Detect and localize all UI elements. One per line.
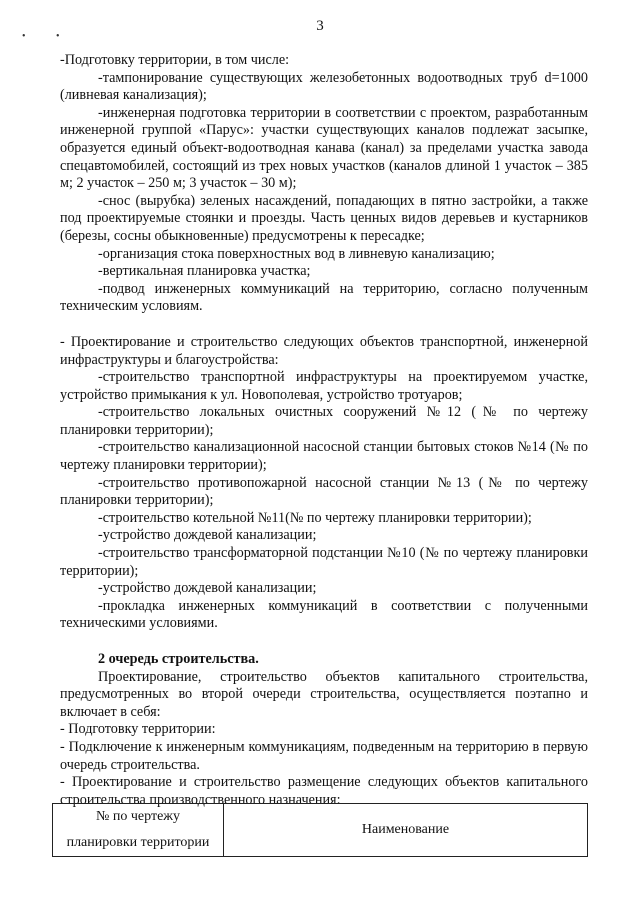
list-item: -строительство канализационной насосной станции бытовых стоков №14 (№ по чертежу планировки территории); xyxy=(60,439,588,474)
list-item: -подвод инженерных коммуникаций на территорию, согласно полученным техническим условиям. xyxy=(60,280,588,315)
document-body xyxy=(60,52,588,809)
spacer xyxy=(60,316,588,334)
section3-intro: Проектирование, строительство объектов капитального строительства, предусмотренных во второй очереди строительства, осуществляется поэтапно и включает в себя: xyxy=(60,668,588,720)
list-item: -устройство дождевой канализации; xyxy=(98,580,317,597)
list-item: - Подключение к инженерным коммуникациям, подведенным на территорию в первую очередь строительства. xyxy=(60,738,588,773)
list-item: -строительство противопожарной насосной станции №13 (№ по чертежу планировки территории); xyxy=(60,474,588,509)
list-item: -строительство трансформаторной подстанции №10 (№ по чертежу планировки территории); xyxy=(60,545,588,579)
list-item: -строительство локальных очистных сооружений №12 (№ по чертежу планировки территории); xyxy=(60,404,588,438)
table-header-row xyxy=(53,804,588,857)
table-header-name: Наименование xyxy=(224,804,588,857)
list-item: -устройство дождевой канализации; xyxy=(98,527,317,544)
corner-dots: • • xyxy=(22,31,74,42)
list-item: -организация стока поверхностных вод в ливневую канализацию; xyxy=(98,245,495,262)
objects-table xyxy=(52,803,588,857)
section1-title: -Подготовку территории, в том числе: xyxy=(60,52,290,68)
list-item: -тампонирование существующих железобетонных водоотводных труб d=1000 (ливневая канализация); xyxy=(60,69,588,104)
list-item: - Проектирование и строительство размещение следующих объектов капитального строительства производственного назначения: xyxy=(60,774,588,808)
table-header-number xyxy=(53,804,224,857)
section2-title: - Проектирование и строительство следующих объектов транспортной, инженерной инфраструктуры и благоустройства: xyxy=(60,333,588,368)
list-item: -строительство транспортной инфраструктуры на проектируемом участке, устройство примыкания к ул. Новополевая, устройство тротуаров; xyxy=(60,369,588,403)
list-item: -прокладка инженерных коммуникаций в соответствии с полученными техническими условиями. xyxy=(60,597,588,632)
list-item: -вертикальная планировка участка; xyxy=(98,263,311,280)
list-item: -строительство котельной №11(№ по чертежу планировки территории); xyxy=(98,509,532,526)
list-item: -инженерная подготовка территории в соответствии с проектом, разработанным инженерной группой «Парус»: участки существующих каналов подлежат засыпке, образуется единый объект-водоотводная канава (канал) за пределами участка завода спецавтомобилей, состоящий из трех новых участков (каналов длиной 1 участок – 385 м; 2 участок – 250 м; 3 участок – 30 м); xyxy=(60,104,588,192)
table-header-number-line2: планировки территории xyxy=(66,835,210,850)
list-item: -снос (вырубка) зеленых насаждений, попадающих в пятно застройки, а также под проектируемые стоянки и проезды. Часть ценных видов деревьев и кустарников (березы, сосны обыкновенные) предусмотрены к пересадке; xyxy=(60,192,588,244)
table-header-number-line1: № по чертежу xyxy=(96,809,180,824)
list-item: - Подготовку территории: xyxy=(60,721,216,738)
page-number: 3 xyxy=(316,18,324,34)
section3-heading: 2 очередь строительства. xyxy=(98,651,259,667)
spacer xyxy=(60,633,588,651)
